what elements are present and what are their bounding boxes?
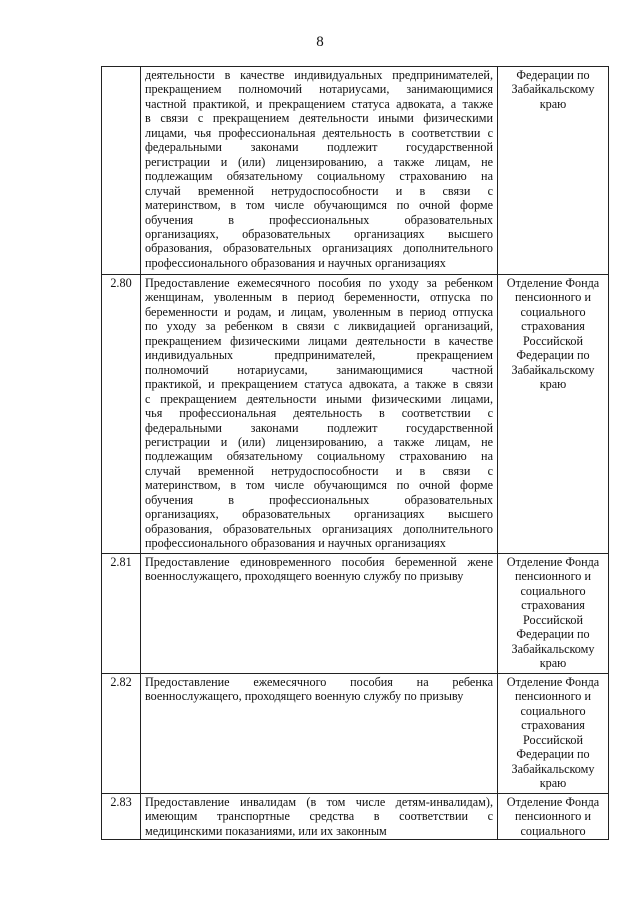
description-line: прекращением полномочий нотариусами, занимающимися [145,82,493,97]
description-line: женщинам, уволенным в период беременности, отпуска по [145,290,493,305]
description-line: федеральными законами подлежит государственной [145,420,493,435]
row-number: 2.82 [102,674,141,794]
description-line: федеральными законами подлежит государственной [145,140,493,155]
table-row [102,674,609,794]
description-line: случай временной нетрудоспособности и в связи с [145,463,493,478]
description-line: образования, образовательных организациях дополнительного [145,521,493,536]
table-row [102,67,609,275]
organization-line: Российской [522,333,584,348]
description-line: обучения в профессиональных образовательных [145,212,493,227]
description-line: профессионального образования и научных организациях [145,536,446,551]
organization-line: Забайкальскому [511,82,595,97]
organization-line: Федерации по [516,747,590,762]
organization-line: пенсионного и [515,809,591,824]
description-line: лицами, чья профессиональная деятельность в соответствии с [145,125,493,140]
description-line: индивидуальных предпринимателей, прекращением [145,348,493,363]
description-line: с прекращением деятельности иными физическими лицами, [145,391,493,406]
organization-line: Отделение Фонда [506,276,600,290]
organization-line: пенсионного и [515,689,591,704]
description-line: прекращением физическими лицами деятельности в качестве [145,333,493,348]
description-line: деятельности в качестве индивидуальных предпринимателей, [145,68,493,82]
description-line: по уходу за ребенком в связи с ликвидацией организаций, [145,319,493,334]
row-number: 2.81 [102,554,141,674]
description-line: имеющим транспортные средства в соответствии с [145,809,493,824]
organization-line: краю [539,776,567,791]
responsible-organization [498,794,609,840]
description-line: подлежащим обязательному социальному страхованию на [145,169,493,184]
organization-line: пенсионного и [515,569,591,584]
services-table-body [102,67,609,840]
description-line: организациях, образовательных организациях высшего [145,507,493,522]
organization-line: страхования [521,718,585,733]
description-line: беременности и родам, и лицам, уволенным в период отпуска [145,304,493,319]
organization-line: Российской [522,612,584,627]
responsible-organization [498,674,609,794]
organization-line: Федерации по [516,348,590,363]
organization-line: социального [520,304,586,319]
description-line: полномочий нотариусами, занимающимися частной [145,362,493,377]
row-number [102,67,141,275]
description-line: частной практикой, и прекращением статуса адвоката, а также [145,96,493,111]
description-line: образования, образовательных организациях дополнительного [145,241,493,256]
organization-line: краю [539,377,567,392]
description-line: Предоставление ежемесячного пособия по уходу за ребенком [145,276,493,290]
organization-line: Забайкальскому [511,641,595,656]
responsible-organization [498,275,609,554]
organization-line: Забайкальскому [511,362,595,377]
description-line: Предоставление инвалидам (в том числе детям-инвалидам), [145,795,493,809]
service-description [141,554,498,674]
description-line: Предоставление единовременного пособия беременной жене [145,555,493,569]
service-description [141,275,498,554]
description-line: регистрации и (или) лицензированию, а также лицам, не [145,154,493,169]
description-line: чья профессиональная деятельность в соответствии с [145,406,493,421]
service-description [141,674,498,794]
table-row [102,794,609,840]
row-number: 2.83 [102,794,141,840]
page-number: 8 [316,34,324,50]
organization-line: Забайкальскому [511,761,595,776]
organization-line: страхования [521,319,585,334]
table-row [102,554,609,674]
organization-line: Федерации по [516,627,590,642]
organization-line: краю [539,96,567,111]
organization-line: социального [520,703,586,718]
description-line: материнством, в том числе обучающимся по очной форме [145,198,493,213]
service-description [141,67,498,275]
description-line: в связи с прекращением деятельности иными физическими [145,111,493,126]
organization-line: Российской [522,732,584,747]
description-line: военнослужащего, проходящего военную службу по призыву [145,689,464,704]
description-line: случай временной нетрудоспособности и в связи с [145,183,493,198]
organization-line: Отделение Фонда [506,675,600,689]
description-line: практикой, и прекращением статуса адвоката, а также в связи [145,377,493,392]
service-description [141,794,498,840]
organization-line: страхования [521,598,585,613]
description-line: материнством, в том числе обучающимся по очной форме [145,478,493,493]
organization-line: пенсионного и [515,290,591,305]
organization-line: социального [520,583,586,598]
organization-line: Федерации по [516,68,590,82]
description-line: обучения в профессиональных образовательных [145,492,493,507]
description-line: профессионального образования и научных организациях [145,255,446,270]
description-line: подлежащим обязательному социальному страхованию на [145,449,493,464]
organization-line: Отделение Фонда [506,555,600,569]
description-line: военнослужащего, проходящего военную службу по призыву [145,569,464,584]
organization-line: Отделение Фонда [506,795,600,809]
organization-line: краю [539,656,567,671]
responsible-organization [498,67,609,275]
description-line: организациях, образовательных организациях высшего [145,226,493,241]
table-row [102,275,609,554]
description-line: Предоставление ежемесячного пособия на ребенка [145,675,493,689]
services-table [101,66,609,840]
description-line: медицинскими показаниями, или их законным [145,823,387,838]
responsible-organization [498,554,609,674]
row-number: 2.80 [102,275,141,554]
organization-line: социального [520,823,586,838]
description-line: регистрации и (или) лицензированию, а также лицам, не [145,434,493,449]
